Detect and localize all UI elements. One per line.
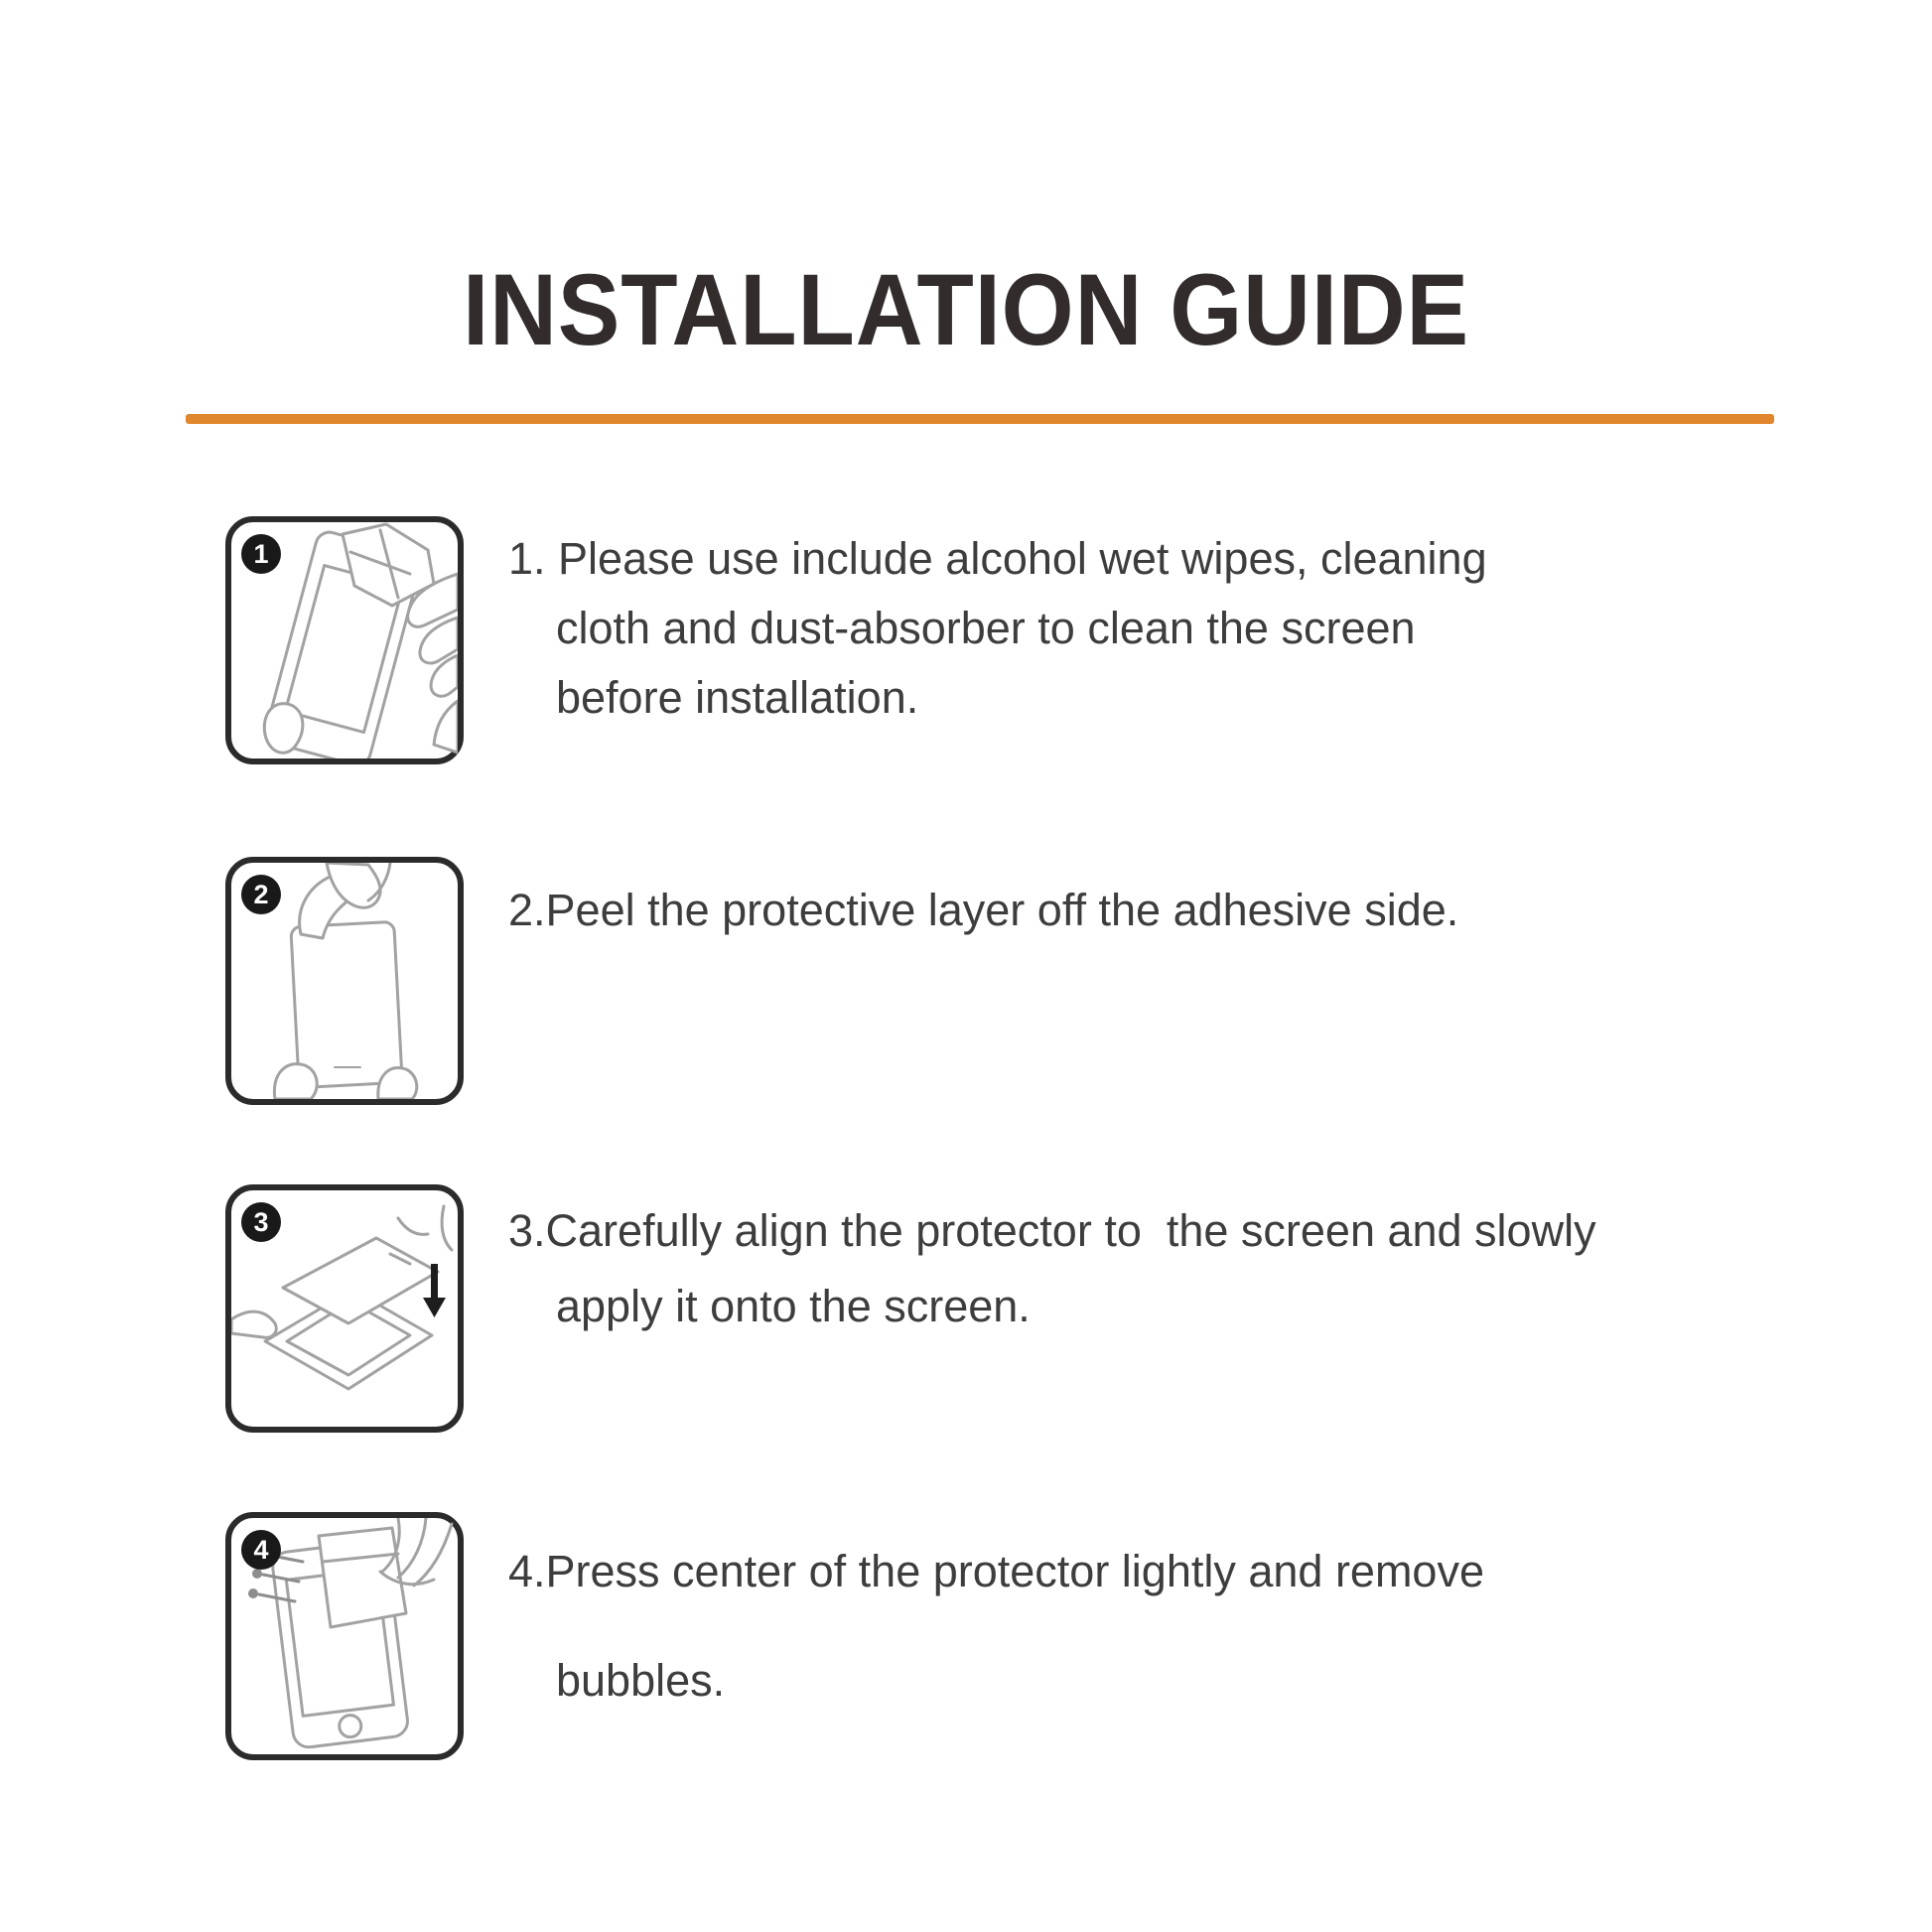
step-3-text [508,1193,1596,1344]
step-4-text [508,1537,1484,1716]
step-2-line-1: 2.Peel the protective layer off the adhesive side. [508,885,1459,935]
step-4-number: 4 [253,1534,269,1565]
page-title-text: INSTALLATION GUIDE [463,253,1469,366]
step-2-badge [241,875,281,914]
step-1-figure [225,516,464,764]
step-1-text [508,524,1487,733]
step-4-line-2: bubbles. [556,1655,726,1706]
step-2-number: 2 [253,879,269,909]
step-4-figure [225,1512,464,1760]
step-3-line-2: apply it onto the screen. [556,1281,1031,1331]
step-2-text [508,876,1458,945]
step-4-line-1: 4.Press center of the protector lightly and remove [508,1546,1484,1596]
step-2-figure [225,857,464,1105]
page-title [0,250,1932,393]
step-4-badge [241,1530,281,1570]
step-3-figure [225,1184,464,1433]
step-3-line-1: 3.Carefully align the protector to the screen and slowly [508,1205,1596,1256]
step-1-line-1: 1. Please use include alcohol wet wipes, cleaning [508,533,1487,584]
step-1-line-2: cloth and dust-absorber to clean the screen [556,603,1416,653]
step-1-number: 1 [253,538,269,569]
title-divider [186,414,1774,424]
step-1-line-3: before installation. [556,672,919,723]
step-1-badge [241,534,281,574]
step-3-number: 3 [253,1206,269,1237]
step-3-badge [241,1202,281,1242]
